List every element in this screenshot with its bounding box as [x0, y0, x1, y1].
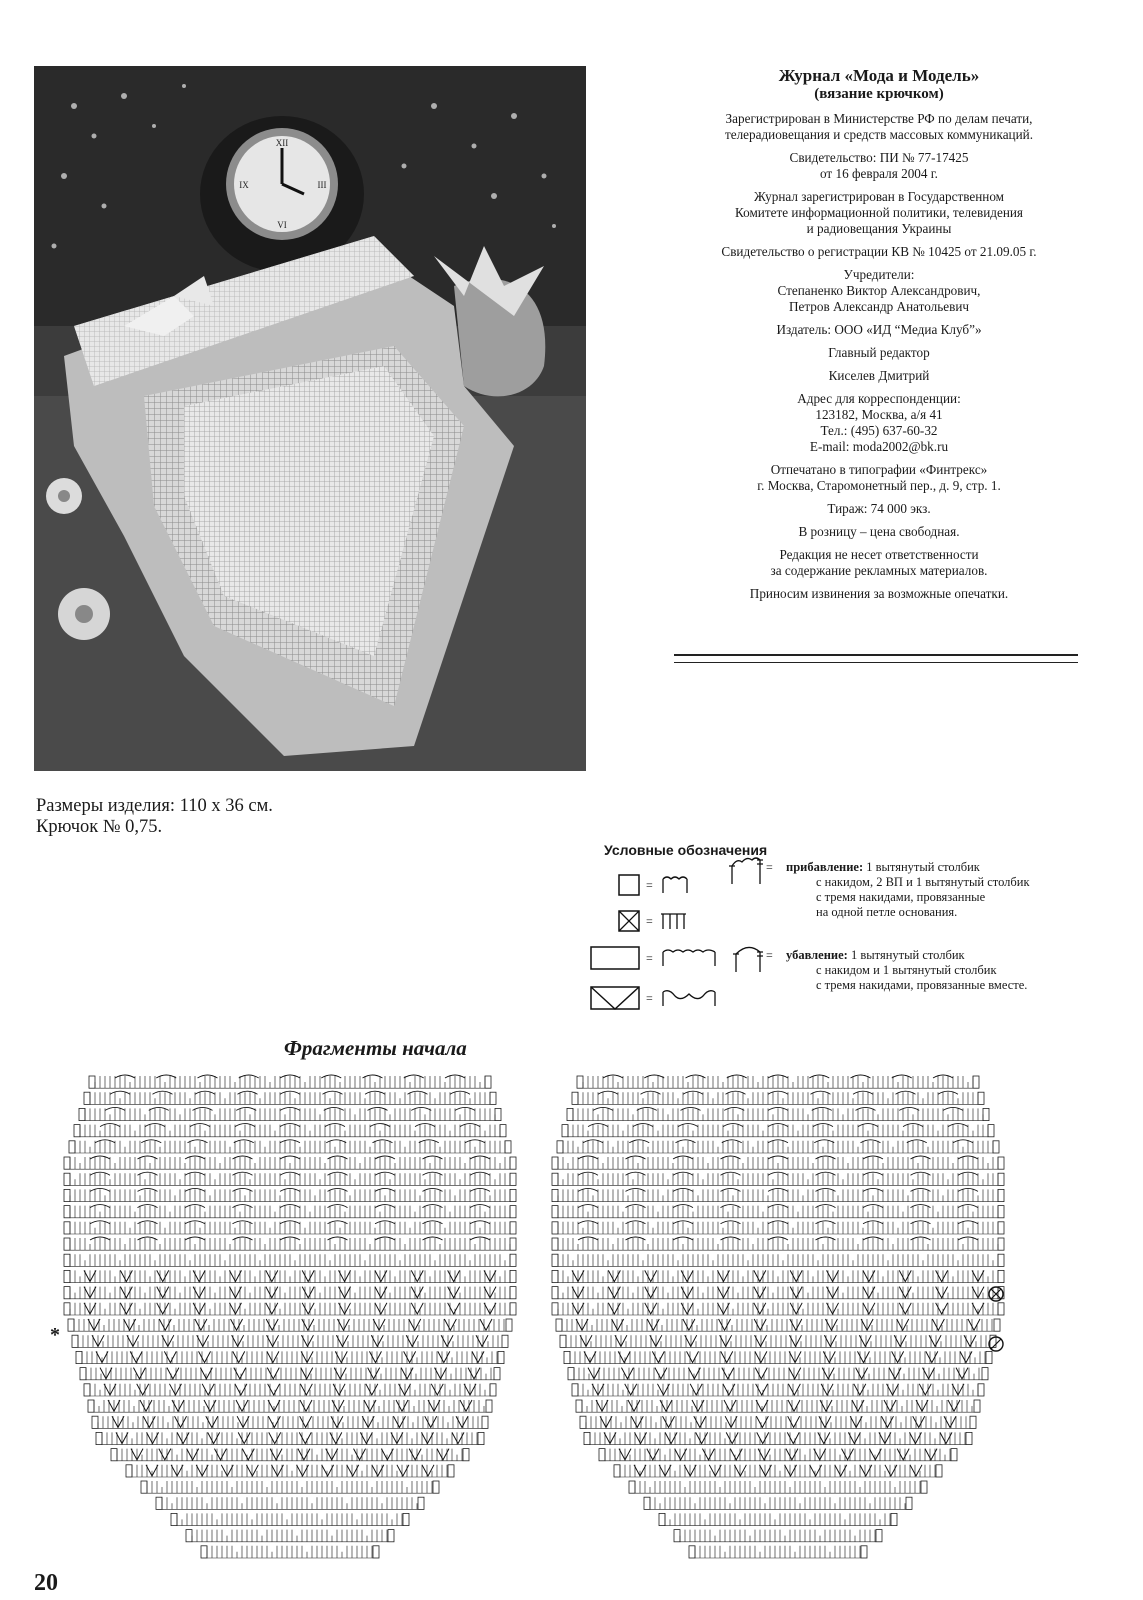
legend: Условные обозначения = = = = = прибавление: 1 вытянутый столбик с накидом, 2 ВП и 1 вытянутый столбик с тремя накидами, провязанные на одной петле основания. = убавление: 1 вытянутый столбик с накидом и 1 вытянутый столбик с тремя накидами, провязанные вместе.	[590, 842, 1110, 1042]
open-mesh-stitch-icon	[659, 875, 691, 895]
chart-row	[89, 1075, 491, 1088]
chart-row	[88, 1400, 492, 1412]
chart-row	[64, 1287, 516, 1299]
chart-row	[556, 1319, 1000, 1331]
decrease-symbol-icon	[730, 944, 766, 974]
chart-row	[79, 1107, 501, 1120]
chart-row	[552, 1188, 1004, 1201]
divider	[674, 654, 1078, 663]
chart-row	[64, 1254, 516, 1266]
publisher: Издатель: ООО «ИД “Медиа Клуб”»	[776, 322, 982, 337]
chart-row	[568, 1368, 988, 1380]
crossed-square-icon	[618, 910, 640, 932]
table-runner-photo	[34, 66, 586, 771]
chart-row	[644, 1497, 912, 1509]
chart-row	[552, 1237, 1004, 1250]
photo-illustration	[34, 66, 586, 771]
chart-asterisk-mark: *	[50, 1324, 60, 1346]
chart-row	[68, 1319, 512, 1331]
fragments-title: Фрагменты начала	[284, 1036, 467, 1060]
legend-title: Условные обозначения	[604, 842, 768, 858]
chart-row	[64, 1205, 516, 1218]
chart-row	[156, 1497, 424, 1509]
chart-row	[69, 1140, 511, 1153]
chart-row	[64, 1221, 516, 1234]
legend-filled-block: =	[618, 910, 691, 932]
increase-description: прибавление: 1 вытянутый столбик с накидом, 2 ВП и 1 вытянутый столбик с тремя накидами, провязанные на одной петле основания.	[786, 860, 1030, 919]
svg-text:XII: XII	[275, 138, 289, 148]
chart-row	[552, 1270, 1004, 1282]
lacet-icon	[590, 986, 640, 1010]
registration-text: Зарегистрирован в Министерстве РФ по делам печати, телерадиовещания и средств массовых коммуникаций.	[724, 111, 1034, 142]
svg-text:IX: IX	[239, 180, 249, 190]
chart-row	[599, 1449, 957, 1461]
ukraine-registration-text: Журнал зарегистрирован в Государственном Комитете информационной политики, телевидения и радиовещания Украины	[734, 189, 1023, 236]
open-square-icon	[618, 874, 640, 896]
chart-row	[76, 1351, 504, 1363]
chart-row	[111, 1449, 469, 1461]
chart-row	[659, 1513, 897, 1525]
journal-subtitle: (вязание крючком)	[814, 86, 944, 102]
printing-house: Отпечатано в типографии «Финтрекс» г. Москва, Старомонетный пер., д. 9, стр. 1.	[757, 462, 1001, 493]
founders: Учредители: Степаненко Виктор Александрович, Петров Александр Анатольевич	[777, 267, 981, 314]
chart-row	[186, 1530, 394, 1542]
chart-row	[562, 1124, 994, 1137]
chart-row	[567, 1107, 989, 1120]
chart-row	[557, 1140, 999, 1153]
chart-row	[171, 1513, 409, 1525]
chart-row	[80, 1368, 500, 1380]
chart-row	[552, 1287, 1004, 1299]
increase-symbol-icon	[726, 854, 766, 886]
chart-row	[577, 1075, 979, 1088]
chart-row	[64, 1270, 516, 1282]
disclaimer: Редакция не несет ответственности за содержание рекламных материалов.	[770, 547, 988, 578]
bar-stitch-icon	[659, 948, 719, 968]
apology: Приносим извинения за возможные опечатки.	[749, 586, 1009, 601]
certificate-text: Свидетельство: ПИ № 77-17425 от 16 февраля 2004 г.	[789, 150, 969, 181]
legend-open-mesh: =	[618, 874, 691, 896]
chart-row	[576, 1400, 980, 1412]
crochet-chart-right	[548, 1072, 1008, 1572]
chart-row	[629, 1481, 927, 1493]
editor-name: Киселев Дмитрий	[828, 368, 930, 383]
decrease-description: убавление: 1 вытянутый столбик с накидом и 1 вытянутый столбик с тремя накидами, провязанные вместе.	[786, 948, 1028, 992]
chart-row	[552, 1303, 1004, 1315]
chart-row	[64, 1172, 516, 1185]
wide-rectangle-icon	[590, 946, 640, 970]
chart-row	[64, 1303, 516, 1315]
crochet-chart-left	[60, 1072, 520, 1572]
chart-row	[64, 1237, 516, 1250]
chart-row	[126, 1465, 454, 1477]
chart-row	[96, 1432, 484, 1444]
chart-row	[84, 1384, 496, 1396]
chart-row	[552, 1254, 1004, 1266]
chart-row	[92, 1416, 488, 1428]
retail-price: В розницу – цена свободная.	[798, 524, 960, 539]
legend-bar: =	[590, 946, 719, 970]
chart-row	[580, 1416, 976, 1428]
chart-row	[572, 1384, 984, 1396]
chart-row	[552, 1156, 1004, 1169]
chart-row	[564, 1351, 992, 1363]
chart-row	[614, 1465, 942, 1477]
chart-row	[552, 1221, 1004, 1234]
chart-row	[72, 1335, 508, 1347]
imprint-block	[670, 66, 1088, 609]
hook-spec: Крючок № 0,75.	[36, 817, 163, 837]
chart-row	[201, 1546, 379, 1558]
chart-row	[560, 1335, 996, 1347]
chart-row	[74, 1124, 506, 1137]
chart-row	[584, 1432, 972, 1444]
chart-row	[552, 1172, 1004, 1185]
crossed-circle-icon	[986, 1284, 1006, 1304]
chart-row	[64, 1156, 516, 1169]
block-stitch-icon	[659, 911, 691, 931]
legend-lacet: =	[590, 986, 719, 1010]
chart-row	[84, 1091, 496, 1104]
journal-title: Журнал «Мода и Модель»	[778, 66, 980, 85]
address: Адрес для корреспонденции: 123182, Москва, а/я 41 Тел.: (495) 637-60-32 E-mail: moda2002@bk.ru	[797, 391, 961, 454]
chart-row	[141, 1481, 439, 1493]
chart-row	[64, 1188, 516, 1201]
product-specs	[36, 796, 273, 838]
chart-row	[689, 1546, 867, 1558]
svg-text:III: III	[317, 180, 327, 190]
lacet-stitch-icon	[659, 988, 719, 1008]
chart-row	[674, 1530, 882, 1542]
ukraine-certificate: Свидетельство о регистрации КВ № 10425 от 21.09.05 г.	[721, 244, 1037, 259]
page-number: 20	[34, 1570, 58, 1596]
chart-row	[552, 1205, 1004, 1218]
size-spec: Размеры изделия: 110 х 36 см.	[36, 796, 273, 816]
chart-row	[572, 1091, 984, 1104]
svg-text:VI: VI	[277, 220, 287, 230]
slashed-circle-icon	[986, 1334, 1006, 1354]
circulation: Тираж: 74 000 экз.	[827, 501, 931, 516]
editor-label: Главный редактор	[828, 345, 930, 360]
